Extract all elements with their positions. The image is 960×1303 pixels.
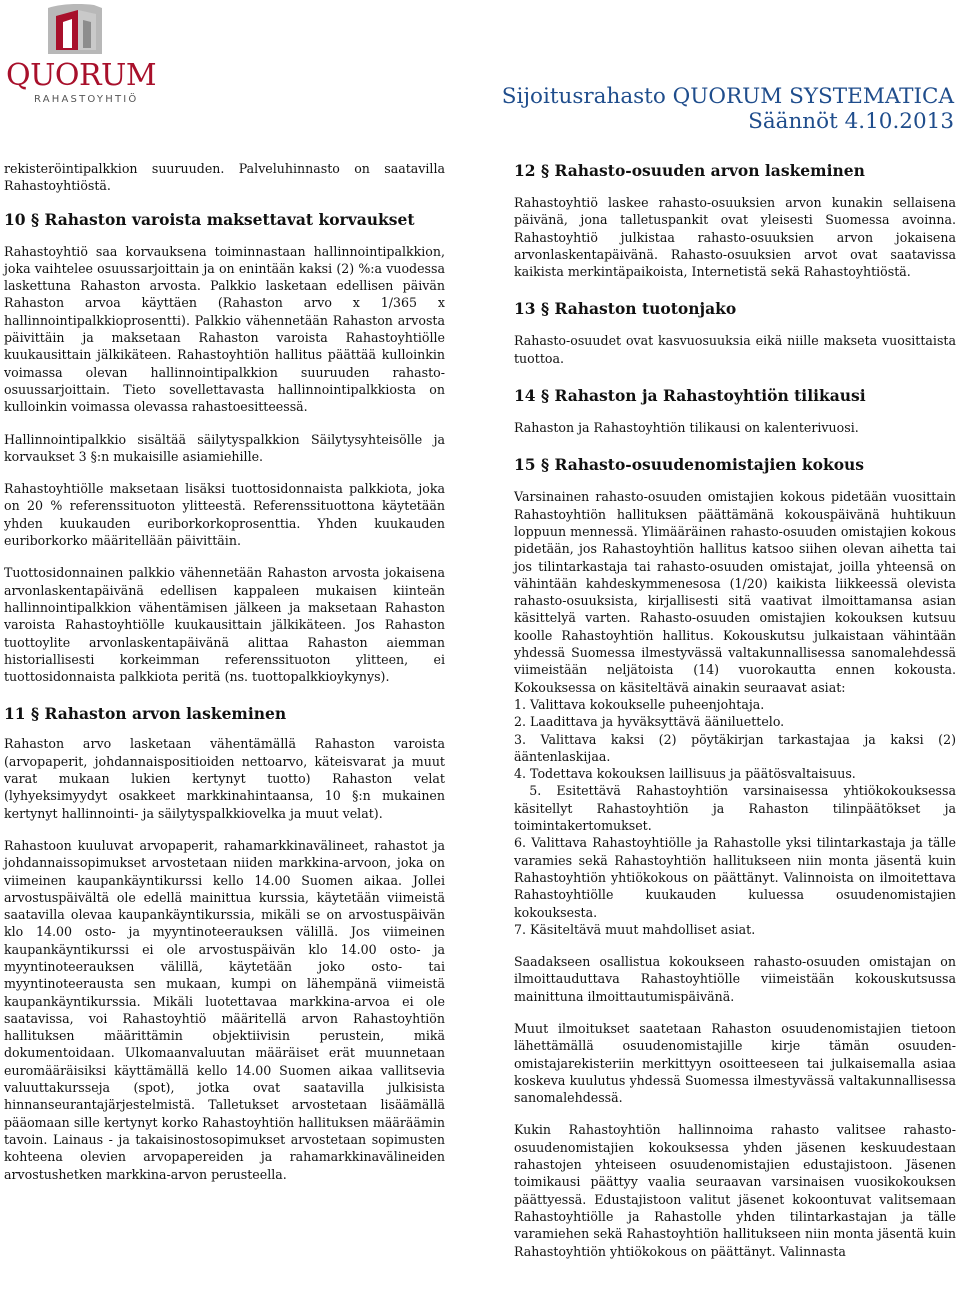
logo-tagline: RAHASTOYHTIÖ [34, 94, 139, 105]
section-15-heading: 15 § Rahasto-osuudenomistajien kokous [514, 455, 865, 475]
section-11-heading: 11 § Rahaston arvon laskeminen [4, 704, 287, 724]
agenda-item: 1. Valittava kokoukselle puheenjohtaja. [514, 696, 765, 712]
section-10-paragraph: Hallinnointipalkkio sisältää säilytyspalkkion Säilytysyhteisölle ja korvaukset 3 §:n mukaisille asiamiehille. [4, 431, 445, 464]
section-15-paragraph: Varsinainen rahasto-osuuden omistajien kokous pidetään vuosittain Rahastoyhtiön hallituksen päättämänä kokouspäivänä huhtikuun loppuun mennessä. Ylimääräinen rahasto-osuuden omistajien kokous pidetään, jos Rahastoyhtiön hallitus katsoo siihen olevan aihetta tai jos tilintarkastaja tai rahasto-osuuden omistajat, joilla yhteensä on vähintään kahdeskymmenesosa (1/20) kaikista liikkeessä olevista rahasto-osuuksista, kirjallisesti sitä vaativat ilmoittamansa asian käsittelyä varten. Rahasto-osuuden omistajien kokouksen kutsuu koolle Rahastoyhtiön hallitus. Kokouskutsu julkaistaan vähintään yhdessä Suomessa ilmestyvässä valtakunnallisessa sanomalehdessä viimeistään neljätoista (14) vuorokautta ennen kokousta. Kokouksessa on käsiteltävä ainakin seuraavat asiat: [514, 489, 956, 695]
section-10-paragraph: Rahastoyhtiölle maksetaan lisäksi tuottosidonnaista palkkiota, joka on 20 % referenssituoton ylitteestä. Referenssituottona käytetään yhden kuukauden euriborkorkoprosenttia. Yhden kuukauden euriborkorko määritellään päivittäin. [4, 481, 445, 549]
agenda-item: 3. Valittava kaksi (2) pöytäkirjan tarkastajaa ja kaksi (2) ääntenlaskijaa. [514, 731, 956, 764]
agenda-item: 7. Käsiteltävä muut mahdolliset asiat. [514, 921, 756, 937]
agenda-item: 5. Esitettävä Rahastoyhtiön varsinaisessa yhtiökokouksessa käsitellyt Rahastoyhtiön ja Rahaston tilinpäätökset ja toimintakertomukset. [514, 783, 960, 834]
intro-paragraph: rekisteröintipalkkion suuruuden. Palveluhinnasto on saatavilla Rahastoyhtiöstä. [4, 161, 445, 194]
section-12-paragraph: Rahastoyhtiö laskee rahasto-osuuksien arvon kunakin sellaisena päivänä, jona talletuspankit ovat yleisesti Suomessa avoinna. Rahastoyhtiö julkistaa rahasto-osuuksien arvon jokaisena arvonlaskentapäivänä. Rahasto-osuuksien arvot ovat saatavissa kaikista merkintäpaikoista, Internetistä sekä Rahastoyhtiöstä. [514, 195, 956, 280]
fund-name: Sijoitusrahasto QUORUM SYSTEMATICA [501, 84, 954, 109]
section-11-paragraph: Rahaston arvo lasketaan vähentämällä Rahaston varoista (arvopaperit, johdannaispositioiden nettoarvo, käteisvarat ja muut varat mukaan lukien kertynyt tuotto) Rahaston velat (lyhyeksimyydyt osakkeet markkinahintaansa, 10 §:n mukainen kertynyt hallinnointi- ja säilytyspalkkiovelka ja muut velat). [4, 736, 445, 821]
section-10-heading: 10 § Rahaston varoista maksettavat korvaukset [4, 209, 415, 229]
section-10-paragraph: Rahastoyhtiö saa korvauksena toiminnastaan hallinnointipalkkion, joka vaihtelee osuussarjoittain ja on enintään kaksi (2) %:a vuodessa laskettuna Rahaston arvosta. Palkkio lasketaan edellisen päivän Rahaston arvoa käyttäen (Rahaston arvo x 1/365 x hallinnointipalkkioprosentti). Palkkio vähennetään Rahaston arvosta päivittäin ja maksetaan Rahaston varoista Rahastoyhtiölle kuukausittain jälkikäteen. Rahastoyhtiön hallitus päättää kulloinkin voimassa olevan hallinnointipalkkion suuruuden rahasto-osuussarjoittain. Tieto sovellettavasta hallinnointipalkkiosta on kulloinkin voimassa olevassa rahastoesitteessä. [4, 243, 445, 415]
agenda-item: 4. Todettava kokouksen laillisuus ja päätösvaltaisuus. [514, 766, 856, 782]
document-header [502, 84, 954, 134]
section-11-paragraph: Rahastoon kuuluvat arvopaperit, rahamarkkinavälineet, rahastot ja johdannaissopimukset arvostetaan niiden markkina-arvoon, joka on viimeinen kaupankäyntikurssi kello 14.00 Suomen aikaa. Jollei arvostuspäivältä ole edellä mainittua kurssia, käytetään viimeistä saatavilla olevaa kaupankäyntikurssia, mikäli se on arvostuspäivän klo 14.00 osto- ja myyntinoteerauksen välillä. Jos viimeinen kaupankäyntikurssi ei ole arvostuspäivän klo 14.00 osto- ja myyntinoteerauksen välillä, käytetään joko osto- tai myyntinoteerausta sen mukaan, kumpi on lähempänä viimeistä kaupankäyntikurssia. Mikäli luotettavaa markkina-arvoa ei ole saatavissa, voi Rahastoyhtiö määritellä arvon Rahastoyhtiön hallituksen määrittämin objektiivisin perustein, mikä dokumentoidaan. Ulkomaanvaluutan määräiset erät muunnetaan euromääräisiksi käyttämällä kello 14.00 Suomen aikaa vallitsevia valuuttakursseja (spot), jotka ovat saatavilla julkisista hinnanseurantajärjestelmistä. Talletukset arvostetaan lisäämällä pääomaan sille kertynyt korko Rahastoyhtiön hallituksen määräämin tavoin. Lainaus - ja takaisinostosopimukset arvostetaan sopimusten kohteena olevien arvopapereiden ja rahamarkkinavälineiden arvostushetken markkina-arvon perusteella. [4, 837, 445, 1182]
section-15-paragraph: Muut ilmoitukset saatetaan Rahaston osuudenomistajien tietoon lähettämällä osuudenomistajille kirje tämän osuuden-omistajarekisteriin merkittyyn osoitteeseen tai julkaisemalla asiaa koskeva kuulutus yhdessä Suomessa ilmestyvässä valtakunnallisessa sanomalehdessä. [514, 1020, 956, 1106]
quorum-logo [4, 2, 157, 114]
rules-date: Säännöt 4.10.2013 [748, 109, 954, 134]
section-13-heading: 13 § Rahaston tuotonjako [514, 299, 737, 319]
section-14-heading: 14 § Rahaston ja Rahastoyhtiön tilikausi [514, 386, 866, 406]
agenda-item: 6. Valittava Rahastoyhtiölle ja Rahastolle yksi tilintarkastaja ja tälle varamies sekä Rahastoyhtiön hallitukseen niin monta jäsentä kuin Rahastoyhtiön yhtiökokous on päättänyt. Valinnoista on ilmoitettava Rahastoyhtiölle kuukauden kuluessa osuudenomistajien kokouksesta. [514, 835, 956, 920]
section-13-paragraph: Rahasto-osuudet ovat kasvuosuuksia eikä niille makseta vuosittaista tuottoa. [514, 333, 956, 366]
section-15-paragraph: Saadakseen osallistua kokoukseen rahasto-osuuden omistajan on ilmoittauduttava Rahastoyhtiölle viimeistään kokouskutsussa mainittuna ilmoittautumispäivänä. [514, 954, 956, 1004]
logo-brand: QUORUM [6, 58, 157, 93]
section-14-paragraph: Rahaston ja Rahastoyhtiön tilikausi on kalenterivuosi. [514, 420, 859, 436]
section-15-paragraph: Kukin Rahastoyhtiön hallinnoima rahasto valitsee rahasto-osuudenomistajien kokouksessa yhden jäsenen keskuudestaan rahastojen yhteiseen osuudenomistajien edustajistoon. Jäsenen toimikausi päättyy vaalia seuraavan varsinaisen vuosikokouksen päättyessä. Edustajistoon valitut jäsenet kokoontuvat valitsemaan Rahastoyhtiölle ja Rahastolle yhden tilintarkastajan ja tälle varamiehen sekä Rahastoyhtiön hallitukseen niin monta jäsentä kuin Rahastoyhtiön yhtiökokous on päättänyt. Valinnasta [514, 1122, 956, 1259]
agenda-item: 2. Laadittava ja hyväksyttävä ääniluettelo. [514, 714, 785, 730]
section-10-paragraph: Tuottosidonnainen palkkio vähennetään Rahaston arvosta jokaisena arvonlaskentapäivänä edellisen kappaleen mukaisen kiinteän hallinnointipalkkion vähentämisen jälkeen ja maksetaan Rahaston varoista Rahastoyhtiölle kuukausittain jälkikäteen. Jos Rahaston tuottoylite arvonlaskentapäivänä alittaa Rahaston aiemman historiallisesti korkeimman referenssituoton ylitteen, ei tuottosidonnaista palkkiota peritä (ns. tuottopalkkioykynys). [4, 565, 445, 685]
section-12-heading: 12 § Rahasto-osuuden arvon laskeminen [514, 161, 865, 180]
right-column [514, 160, 960, 1260]
left-column [4, 160, 445, 1183]
